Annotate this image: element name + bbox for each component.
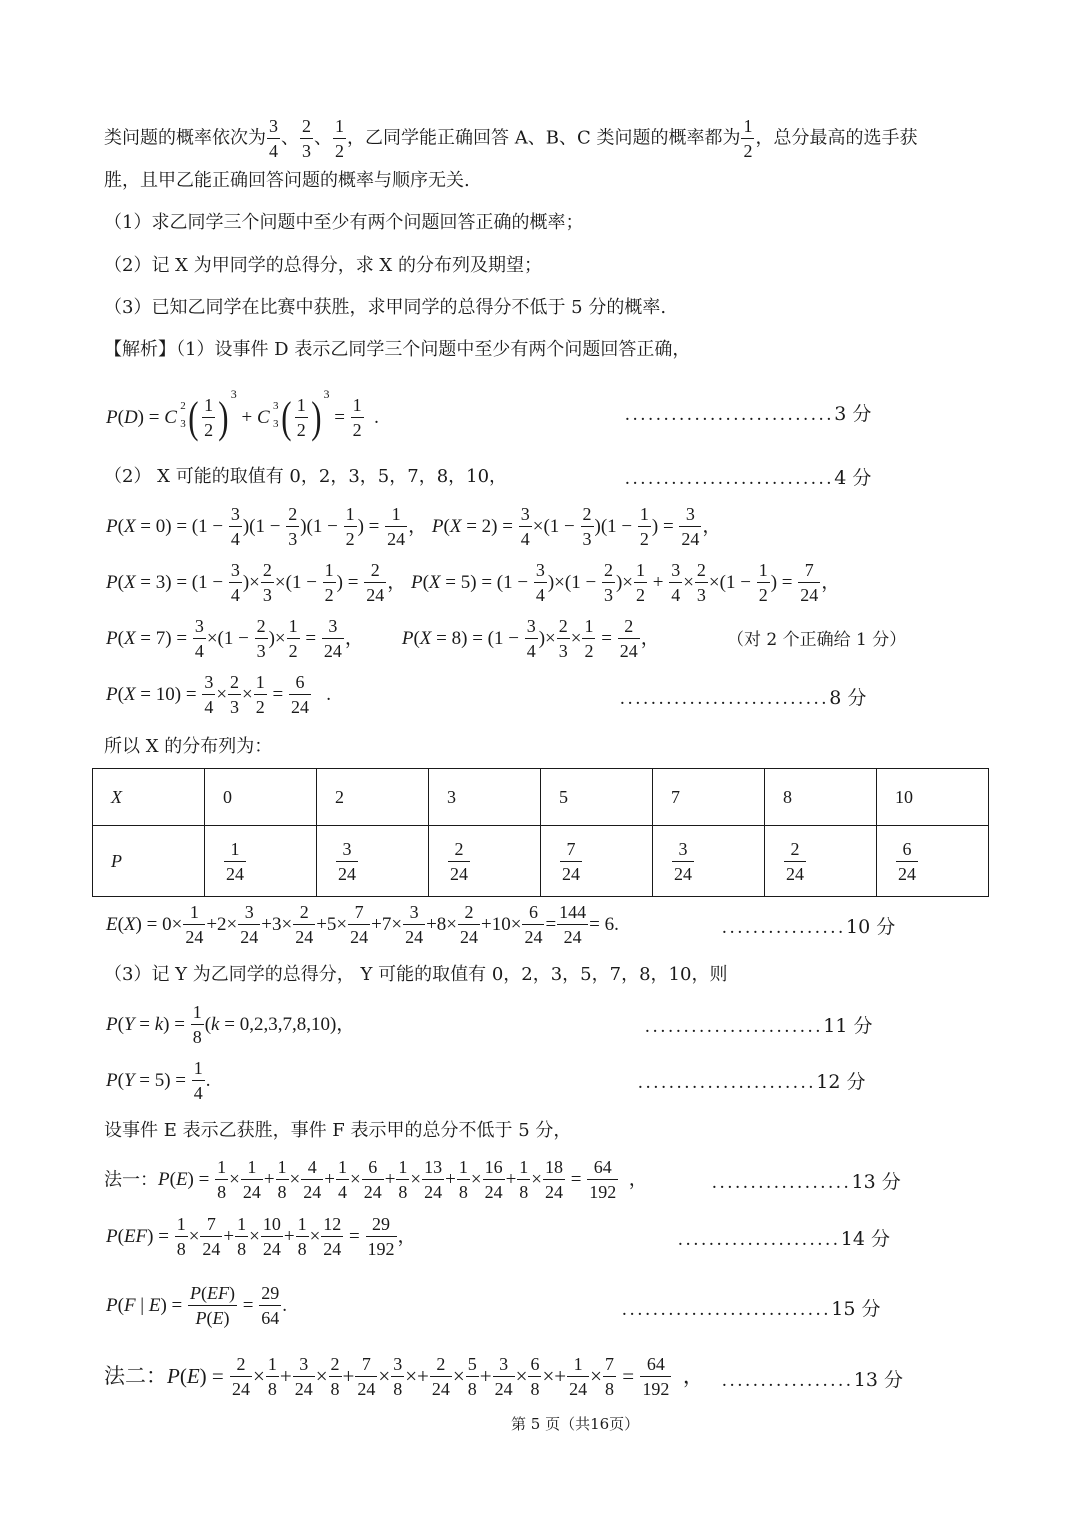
- formula-pe-method1: 法一：P(E) = $\frac{1}{8}$ × $\frac{1}{24}$ + $\frac{1}{8}$ × $\frac{4}{24}$ + $\frac{1}{4}$ × $\frac{6}{24}$ + $\frac{1}{8}$ × $\frac{13}{24}$ + $\frac{1}{8}$ × $\frac{16}{24}$ + $\frac{1}{8}$ × $\frac{18}{24}$ = $\frac{64}{192}$ ，: [104, 1157, 648, 1202]
- formula-pef: P(EF) = $\frac{1}{8}$ × $\frac{7}{24}$ + $\frac{1}{8}$ × $\frac{10}{24}$ + $\frac{1}{8}$ × $\frac{12}{24}$ = $\frac{29}{192}$ ，: [106, 1214, 417, 1259]
- formula-px10: P(X = 10) = $\frac{3}{4}$ × $\frac{2}{3}$ × $\frac{1}{2}$ = $\frac{6}{24}$ .: [106, 672, 331, 717]
- table-cell: 8: [765, 769, 877, 826]
- table-cell: 0: [205, 769, 317, 826]
- intro-text-b: ，乙同学能正确回答 A、B、C 类问题的概率都为: [347, 127, 741, 149]
- page-footer: 第 5 页（共16页）: [511, 1415, 640, 1433]
- method2-label: 法二：: [104, 1364, 167, 1388]
- table-cell: $\frac{7}{24}$: [541, 826, 653, 897]
- intro-text-a: 类问题的概率依次为: [104, 127, 266, 149]
- formula-expectation: E(X) = 0× $\frac{1}{24}$ +2× $\frac{3}{24}$ +3× $\frac{2}{24}$ +5× $\frac{7}{24}$ +7× $\frac{3}{24}$ +8× $\frac{2}{24}$ +10× $\frac{6}{24}$ = $\frac{144}{24}$ = 6.: [106, 902, 619, 947]
- table-cell: $\frac{6}{24}$: [877, 826, 989, 897]
- score-15: ...........................15 分: [622, 1298, 881, 1320]
- fraction: $\frac{2}{3}$: [302, 116, 311, 161]
- table-cell: $\frac{2}{24}$: [429, 826, 541, 897]
- score-8: ...........................8 分: [620, 687, 867, 709]
- formula-pfe: P(F | E) = $\frac{P(EF)}{P(E)}$ = $\frac{29}{64}$ .: [106, 1283, 287, 1328]
- formula-px7-px8: P(X = 7) = $\frac{3}{4}$ ×(1 − $\frac{2}{3}$ )× $\frac{1}{2}$ = $\frac{3}{24}$ ， P(X = 8) = (1 − $\frac{3}{4}$ )× $\frac{2}{3}$ × $\frac{1}{2}$ = $\frac{2}{24}$ ，: [106, 616, 660, 661]
- score-13-method2: .................13 分: [722, 1369, 903, 1391]
- table-cell-label: P: [93, 826, 205, 897]
- intro-line-2: 胜，且甲乙能正确回答问题的概率与顺序无关.: [104, 170, 470, 191]
- table-cell-label: X: [93, 769, 205, 826]
- table-row: [93, 769, 989, 826]
- fraction: $\frac{3}{4}$: [269, 116, 278, 161]
- fraction: $\frac{1}{2}$: [743, 116, 753, 161]
- table-cell: $\frac{3}{24}$: [317, 826, 429, 897]
- grading-note: （对 2 个正确给 1 分）: [727, 630, 907, 650]
- formula-px0-px2: P(X = 0) = (1 − $\frac{3}{4}$ )(1 − $\frac{2}{3}$ )(1 − $\frac{1}{2}$ ) = $\frac{1}{24}$ ， P(X = 2) = $\frac{3}{4}$ ×(1 − $\frac{2}{3}$ )(1 − $\frac{1}{2}$ ) = $\frac{3}{24}$ ，: [106, 504, 722, 549]
- solution-header: 【解析】（1）设事件 D 表示乙同学三个问题中至少有两个问题回答正确，: [104, 339, 691, 360]
- score-3: ...........................3 分: [625, 403, 872, 425]
- score-13: ..................13 分: [712, 1171, 901, 1193]
- question-2: （2）记 X 为甲同学的总得分，求 X 的分布列及期望；: [104, 255, 542, 276]
- formula-pe-method2: 法二：P(E) = $\frac{2}{24}$ × $\frac{1}{8}$ + $\frac{3}{24}$ × $\frac{2}{8}$ + $\frac{7}{24}$ × $\frac{3}{8}$ ×+ $\frac{2}{24}$ × $\frac{5}{8}$ + $\frac{3}{24}$ × $\frac{6}{8}$ ×+ $\frac{1}{24}$ × $\frac{7}{8}$ = $\frac{64}{192}$ ，: [104, 1354, 704, 1399]
- question-3: （3）已知乙同学在比赛中获胜，求甲同学的总得分不低于 5 分的概率.: [104, 297, 667, 318]
- table-cell: 3: [429, 769, 541, 826]
- table-cell: 7: [653, 769, 765, 826]
- formula-py5: P(Y = 5) = $\frac{1}{4}$ .: [106, 1058, 211, 1103]
- table-cell: $\frac{1}{24}$: [205, 826, 317, 897]
- fraction: $\frac{1}{2}$: [335, 116, 344, 161]
- table-cell: 5: [541, 769, 653, 826]
- dist-intro: 所以 X 的分布列为：: [104, 736, 273, 757]
- score-10: ................10 分: [722, 916, 896, 938]
- table-cell: 10: [877, 769, 989, 826]
- score-12: .......................12 分: [638, 1071, 866, 1093]
- table-cell: $\frac{3}{24}$: [653, 826, 765, 897]
- table-row: [93, 826, 989, 897]
- formula-pyk: P(Y = k) = $\frac{1}{8}$ (k = 0,2,3,7,8,10)，: [106, 1002, 356, 1047]
- part2-intro: （2） X 可能的取值有 0，2，3，5，7，8，10，: [104, 466, 508, 487]
- question-1: （1）求乙同学三个问题中至少有两个问题回答正确的概率；: [104, 212, 584, 233]
- event-intro: 设事件 E 表示乙获胜，事件 F 表示甲的总分不低于 5 分，: [104, 1120, 572, 1141]
- method1-label: 法一：: [104, 1169, 158, 1190]
- table-cell: 2: [317, 769, 429, 826]
- intro-line-1: 类问题的概率依次为 $\frac{3}{4}$ 、 $\frac{2}{3}$ 、 $\frac{1}{2}$ ，乙同学能正确回答 A、B、C 类问题的概率都为 $\frac{1}{2}$ ，总分最高的选手获: [104, 116, 918, 161]
- score-11: .......................11 分: [645, 1015, 873, 1037]
- part3-intro: （3）记 Y 为乙同学的总得分， Y 可能的取值有 0，2，3，5，7，8，10，则: [104, 964, 728, 985]
- formula-px3-px5: P(X = 3) = (1 − $\frac{3}{4}$ )× $\frac{2}{3}$ ×(1 − $\frac{1}{2}$ ) = $\frac{2}{24}$ ， P(X = 5) = (1 − $\frac{3}{4}$ )×(1 − $\frac{2}{3}$ )× $\frac{1}{2}$ + $\frac{3}{4}$ × $\frac{2}{3}$ ×(1 − $\frac{1}{2}$ ) = $\frac{7}{24}$ ，: [106, 560, 841, 605]
- formula-pd: P(D) = C 2 3 ( $\frac{1}{2}$ ) $^3$ + C 3 3 ( $\frac{1}{2}$ ) $^3$ = $\frac{1}{2}$ .: [106, 387, 379, 442]
- score-4: ...........................4 分: [625, 467, 872, 489]
- table-cell: $\frac{2}{24}$: [765, 826, 877, 897]
- score-14: .....................14 分: [678, 1228, 890, 1250]
- intro-text-c: ，总分最高的选手获: [755, 127, 918, 149]
- distribution-table: [92, 768, 989, 897]
